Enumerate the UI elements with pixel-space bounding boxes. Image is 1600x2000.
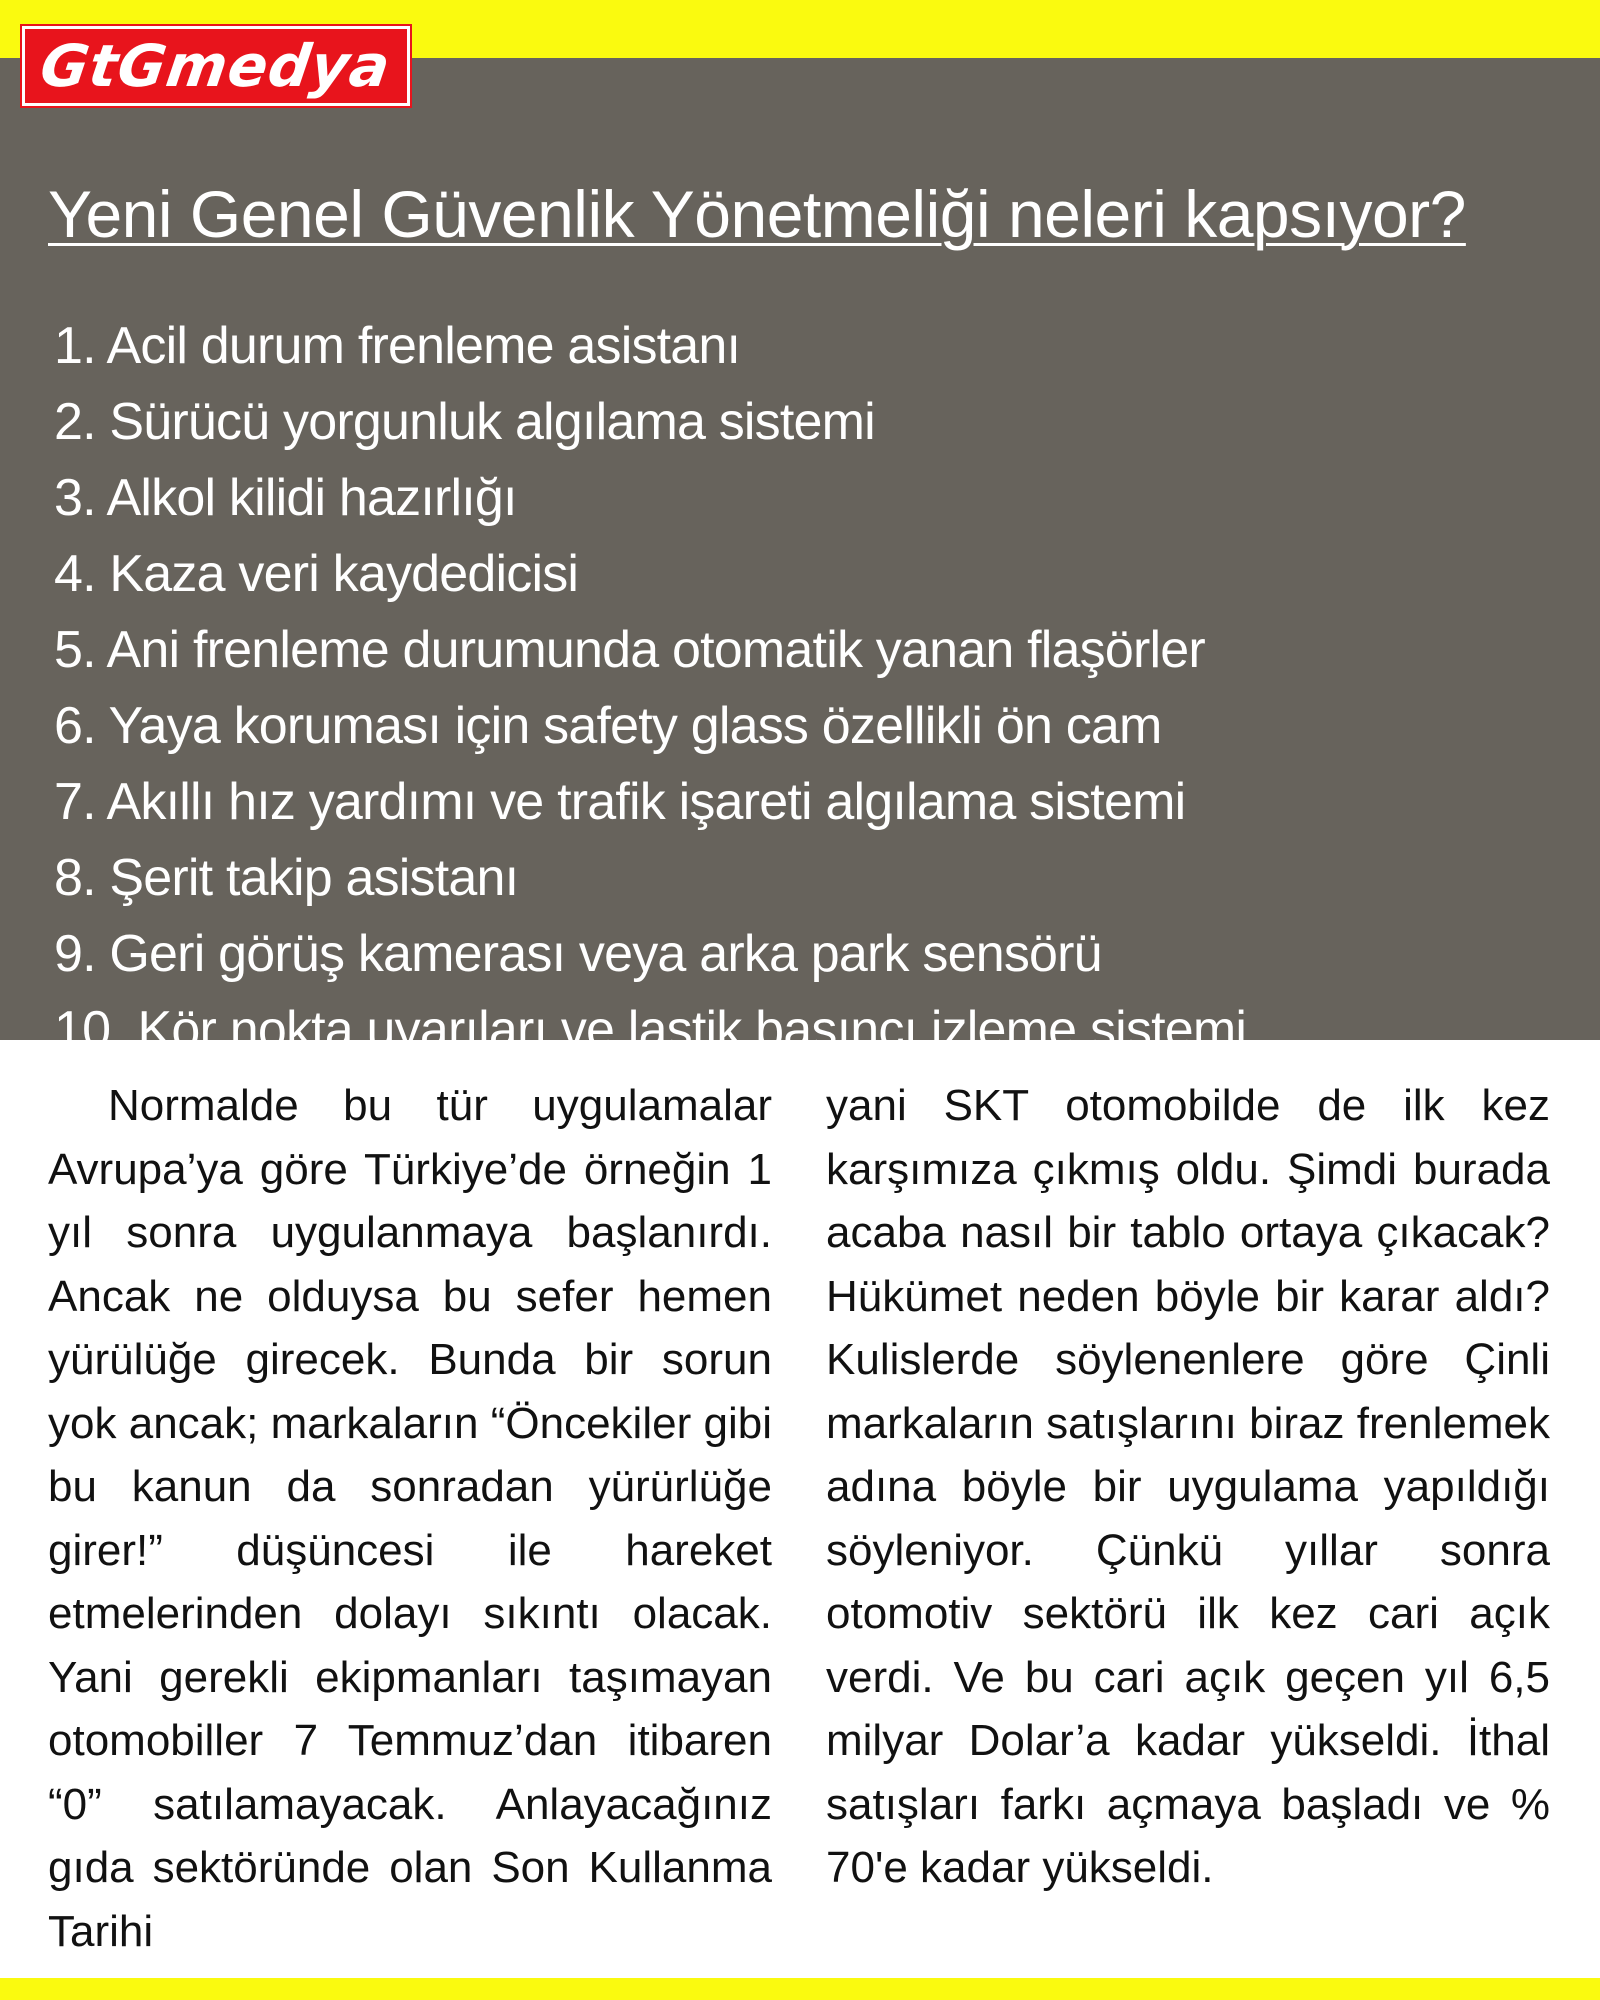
article-right-column: yani SKT otomobilde de ilk kez karşımıza çıkmış oldu. Şimdi burada acaba nasıl bir tablo ortaya çıkacak? Hükümet neden böyle bir karar aldı? Kulislerde söylenenlere göre Çinli markaların satışlarını biraz frenlemek adına böyle bir uygulama yapıldığı söyleniyor. Çünkü yıllar sonra otomotiv sektörü ilk kez cari açık verdi. Ve bu cari açık geçen yıl 6,5 milyar Dolar’a kadar yükseldi. İthal satışları farkı açmaya başladı ve % 70'e kadar yükseldi. [826,1081,1550,1892]
feature-item: 1. Acil durum frenleme asistanı [54,317,741,375]
headline: Yeni Genel Güvenlik Yönetmeliği neleri kapsıyor? [48,177,1466,251]
feature-item: 10. Kör nokta uyarıları ve lastik basıncı izleme sistemi [54,1001,1247,1059]
feature-item: 8. Şerit takip asistanı [54,849,519,907]
feature-item: 5. Ani frenleme durumunda otomatik yanan flaşörler [54,621,1205,679]
logo-text: GtGmedya [36,32,396,100]
feature-item: 7. Akıllı hız yardımı ve trafik işareti algılama sistemi [54,773,1186,831]
feature-item: 3. Alkol kilidi hazırlığı [54,469,517,527]
header-panel [0,58,1600,1059]
brand-logo [22,26,410,106]
feature-item: 6. Yaya koruması için safety glass özellikli ön cam [54,697,1162,755]
feature-item: 4. Kaza veri kaydedicisi [54,545,579,603]
feature-list [54,308,1246,1068]
article-left-column: Normalde bu tür uygulamalar Avrupa’ya göre Türkiye’de örneğin 1 yıl sonra uygulanmaya başlanırdı. Ancak ne olduysa bu sefer hemen yürülüğe girecek. Bunda bir sorun yok ancak; markaların “Öncekiler gibi bu kanun da sonradan yürürlüğe girer!” düşüncesi ile hareket etmelerinden dolayı sıkıntı olacak. Yani gerekli ekipmanları taşımayan otomobiller 7 Temmuz’dan itibaren “0” satılamayacak. Anlayacağınız gıda sektöründe olan Son Kullanma Tarihi [48,1081,772,1956]
feature-item: 9. Geri görüş kamerası veya arka park sensörü [54,925,1102,983]
feature-item: 2. Sürücü yorgunluk algılama sistemi [54,393,875,451]
bottom-yellow-band [0,1978,1600,2000]
